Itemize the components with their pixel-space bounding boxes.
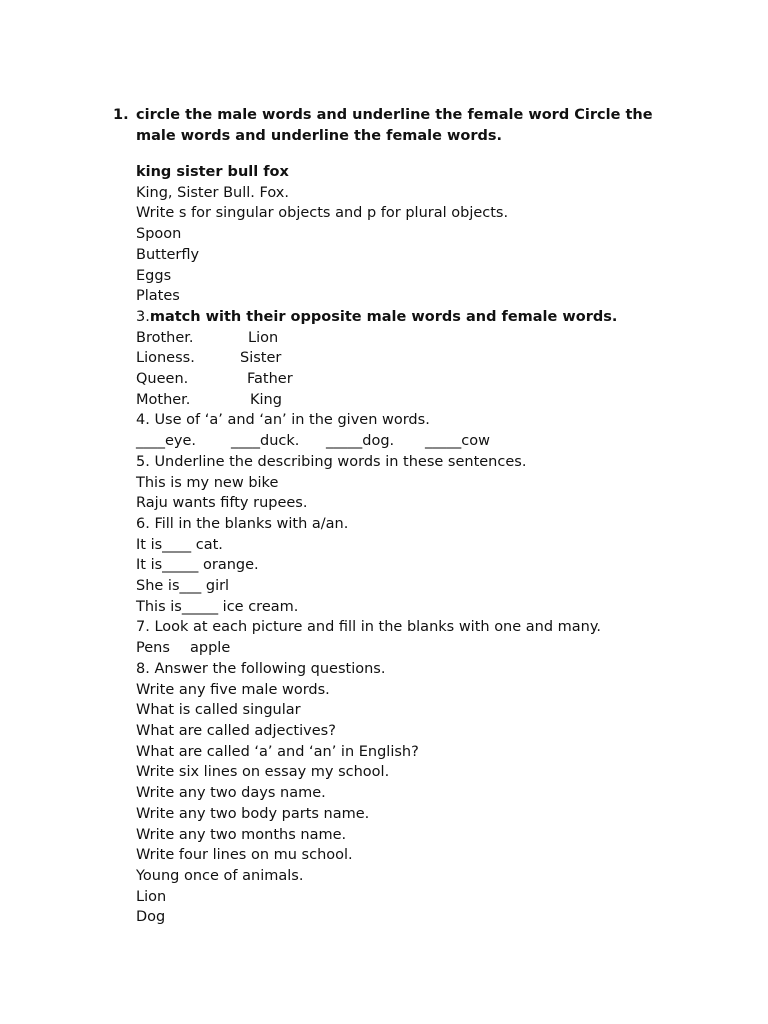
match-right-word: Lion (248, 329, 279, 346)
blank-word: _____dog. (326, 433, 395, 450)
question-2-item: Butterfly (136, 246, 200, 263)
question-6-sentence: She is___ girl (136, 578, 230, 595)
question-7-items (136, 638, 768, 659)
question-3-heading (136, 307, 768, 328)
question-8-item: Dog (136, 909, 166, 926)
question-1 (0, 105, 768, 148)
question-7-instruction: 7. Look at each picture and fill in the blanks with one and many. (136, 619, 601, 636)
match-right-word: King (250, 391, 282, 408)
question-8-instruction: 8. Answer the following questions. (136, 660, 386, 677)
match-left-word: Lioness. (136, 350, 195, 367)
question-1-instruction: circle the male words and underline the female word Circle the male words and underline the female words. (136, 106, 653, 144)
match-left-word: Queen. (136, 371, 189, 388)
question-1-number: 1. (113, 106, 129, 123)
question-8-item: Write any two months name. (136, 826, 347, 843)
question-8-item: Write any two body parts name. (136, 805, 370, 822)
question-8-item: Write any five male words. (136, 681, 330, 698)
question-6-instruction: 6. Fill in the blanks with a/an. (136, 515, 349, 532)
match-left-word: Mother. (136, 391, 191, 408)
question-8-item: Lion (136, 888, 167, 905)
match-right-word: Father (247, 371, 293, 388)
question-2-item: Spoon (136, 226, 182, 243)
question-8-item: What is called singular (136, 702, 301, 719)
worksheet-page (0, 90, 768, 928)
question-2-item: Plates (136, 288, 180, 305)
question-5-sentence: Raju wants fifty rupees. (136, 495, 308, 512)
question-8-item: What are called adjectives? (136, 722, 336, 739)
question-3-number: 3. (136, 308, 150, 325)
question-1-words: King, Sister Bull. Fox. (136, 184, 289, 201)
question-8-item: Write any two days name. (136, 785, 326, 802)
question-6-sentence: This is_____ ice cream. (136, 598, 299, 615)
question-8-item: Young once of animals. (136, 867, 304, 884)
match-row (136, 328, 768, 349)
question-7-item: apple (190, 640, 231, 657)
match-row (136, 369, 768, 390)
question-2-instruction: Write s for singular objects and p for plural objects. (136, 205, 509, 222)
question-4-instruction: 4. Use of ‘a’ and ‘an’ in the given words. (136, 412, 430, 429)
question-7-item: Pens (136, 640, 170, 657)
match-row (136, 348, 768, 369)
match-left-word: Brother. (136, 329, 194, 346)
blank-word: ____eye. (136, 433, 197, 450)
question-8-item: Write six lines on essay my school. (136, 764, 390, 781)
question-1-words-bold: king sister bull fox (136, 164, 289, 180)
question-6-sentence: It is_____ orange. (136, 557, 259, 574)
worksheet-body (0, 162, 768, 928)
blank-word: ____duck. (231, 433, 300, 450)
match-right-word: Sister (240, 350, 282, 367)
match-row (136, 390, 768, 411)
question-8-item: Write four lines on mu school. (136, 847, 353, 864)
question-4-items (136, 431, 768, 452)
question-2-item: Eggs (136, 267, 172, 284)
question-6-sentence: It is____ cat. (136, 536, 223, 553)
question-5-instruction: 5. Underline the describing words in these sentences. (136, 453, 527, 470)
question-8-item: What are called ‘a’ and ‘an’ in English? (136, 743, 419, 760)
question-5-sentence: This is my new bike (136, 474, 279, 491)
question-3-instruction: match with their opposite male words and female words. (149, 308, 618, 325)
blank-word: _____cow (425, 433, 490, 450)
